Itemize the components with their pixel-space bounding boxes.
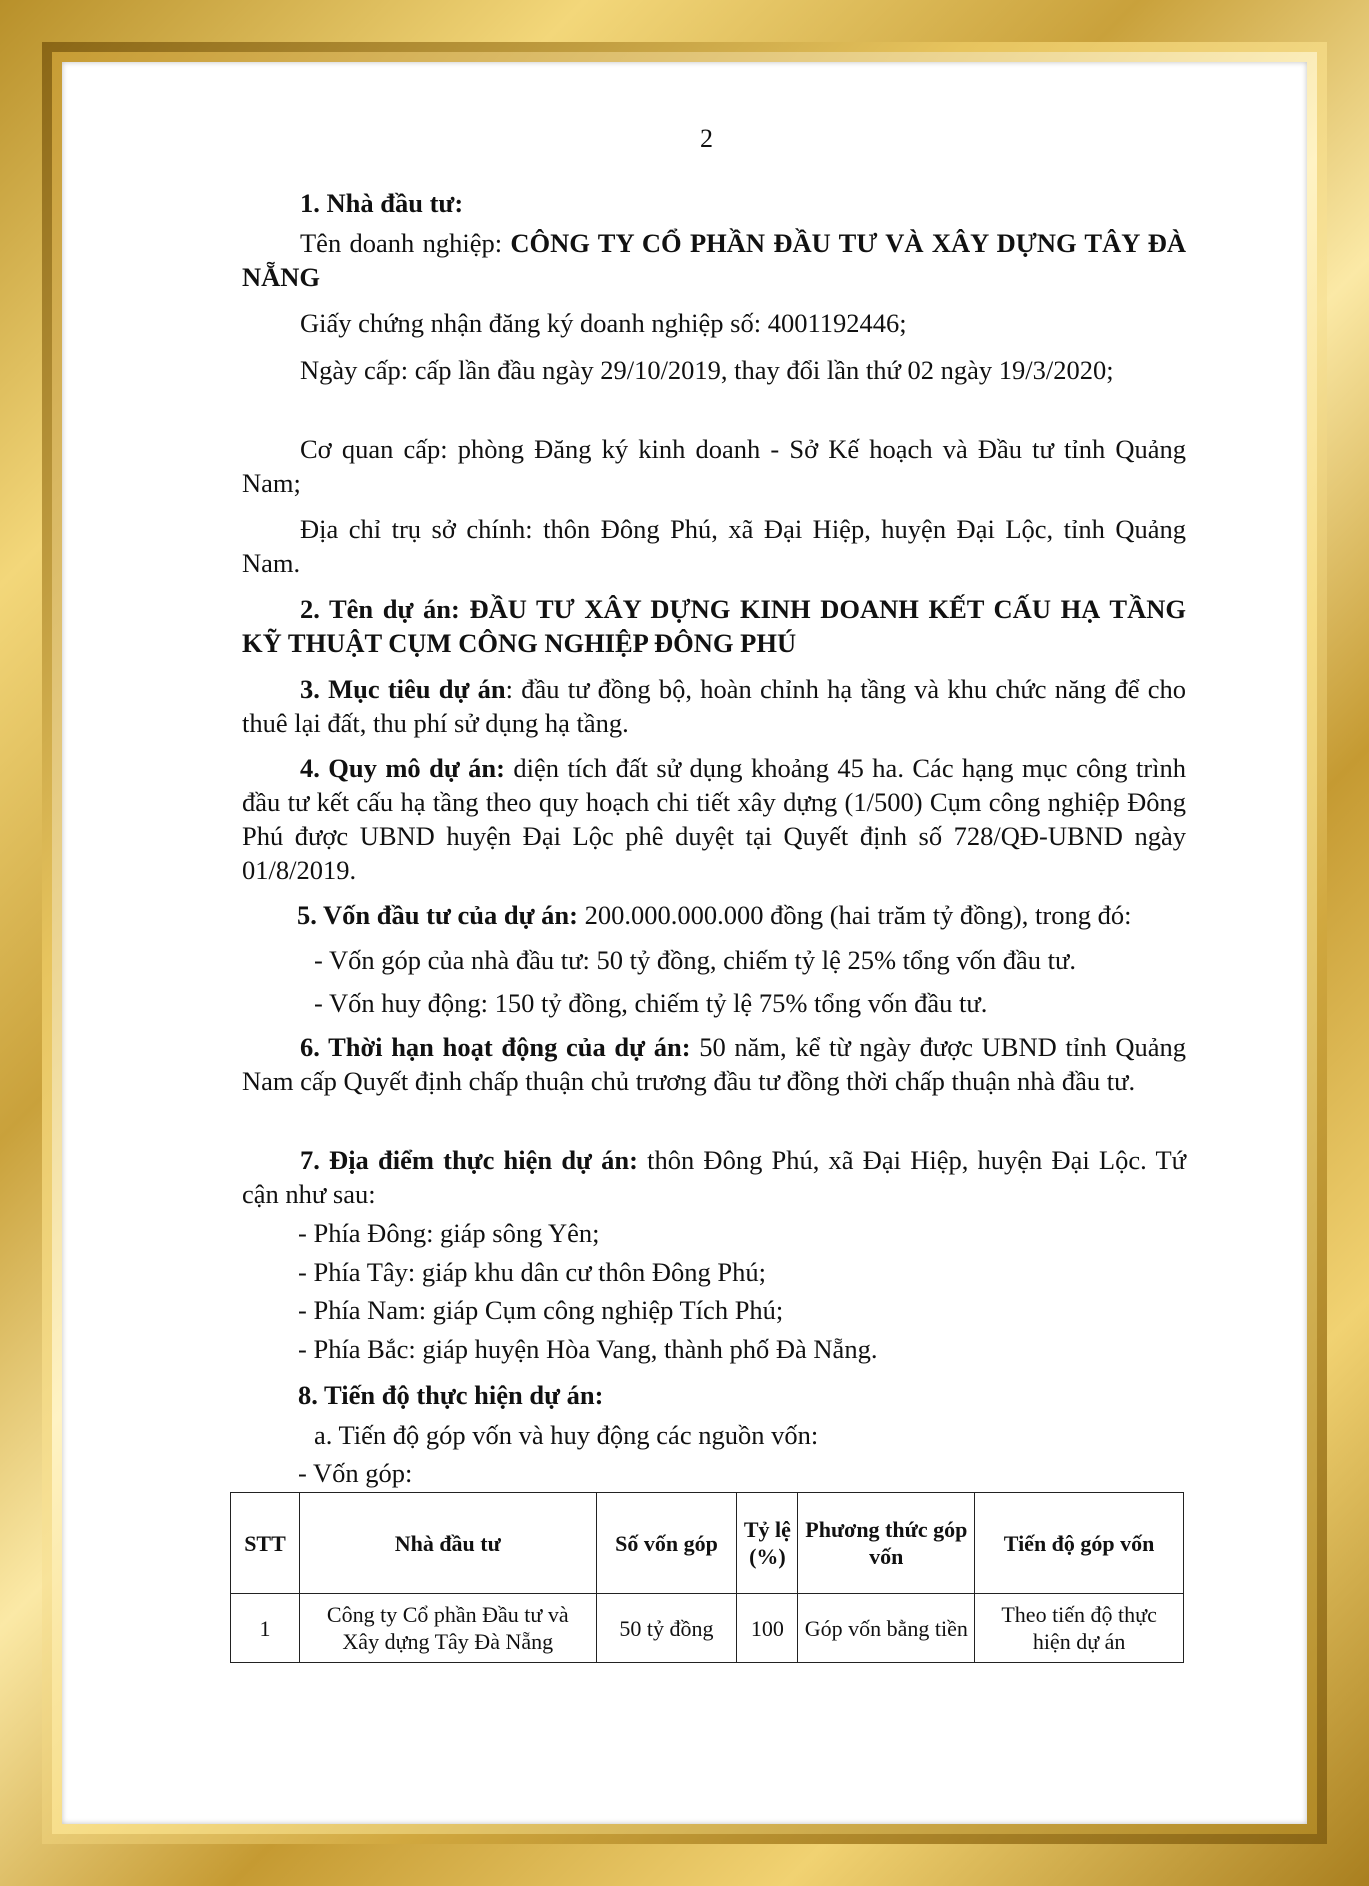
issuing-authority: Cơ quan cấp: phòng Đăng ký kinh doanh - Sở Kế hoạch và Đầu tư tỉnh Quảng Nam; xyxy=(242,434,1186,498)
issue-date: Ngày cấp: cấp lần đầu ngày 29/10/2019, thay đổi lần thứ 02 ngày 19/3/2020; xyxy=(300,355,1114,385)
section-8a-capital-label: - Vốn góp: xyxy=(298,1458,413,1488)
table-row xyxy=(231,1594,1184,1663)
section-1-heading: 1. Nhà đầu tư: xyxy=(300,188,464,218)
boundary-east: - Phía Đông: giáp sông Yên; xyxy=(298,1218,600,1248)
section-4-scale: 4. Quy mô dự án: diện tích đất sử dụng khoảng 45 ha. Các hạng mục công trình đầu tư kết cấu hạ tầng theo quy hoạch chi tiết xây dựng (1/500) Cụm công nghiệp Đông Phú được UBND huyện Đại Lộc phê duyệt tại Quyết định số 728/QĐ-UBND ngày 01/8/2019. xyxy=(242,753,1186,885)
header-capital-amount: Số vốn góp xyxy=(596,1493,737,1594)
header-ratio: Tỷ lệ (%) xyxy=(737,1493,798,1594)
registration-certificate: Giấy chứng nhận đăng ký doanh nghiệp số: 4001192446; xyxy=(300,308,907,338)
section-7-location: 7. Địa điểm thực hiện dự án: thôn Đông Phú, xã Đại Hiệp, huyện Đại Lộc. Tứ cận như sau: xyxy=(242,1145,1186,1209)
section-8-heading: 8. Tiến độ thực hiện dự án: xyxy=(298,1380,604,1410)
cell-ratio: 100 xyxy=(737,1594,798,1663)
mobilized-capital-item: - Vốn huy động: 150 tỷ đồng, chiếm tỷ lệ 75% tổng vốn đầu tư. xyxy=(314,988,988,1018)
header-contribution-method: Phương thức góp vốn xyxy=(798,1493,975,1594)
boundary-south: - Phía Nam: giáp Cụm công nghiệp Tích Phú; xyxy=(298,1295,784,1325)
page-number: 2 xyxy=(700,124,713,153)
capital-contribution-table xyxy=(230,1492,1184,1663)
section-3-objective: 3. Mục tiêu dự án: đầu tư đồng bộ, hoàn chỉnh hạ tầng và khu chức năng để cho thuê lại đất, thu phí sử dụng hạ tầng. xyxy=(242,674,1187,738)
head-office-address: Địa chỉ trụ sở chính: thôn Đông Phú, xã Đại Hiệp, huyện Đại Lộc, tỉnh Quảng Nam. xyxy=(242,514,1186,578)
cell-contribution-method: Góp vốn bằng tiền xyxy=(798,1594,975,1663)
section-8a-subheading: a. Tiến độ góp vốn và huy động các nguồn vốn: xyxy=(314,1420,819,1450)
boundary-west: - Phía Tây: giáp khu dân cư thôn Đông Phú; xyxy=(298,1257,767,1287)
header-stt: STT xyxy=(231,1493,300,1594)
table-header-row xyxy=(231,1493,1184,1594)
cell-capital-amount: 50 tỷ đồng xyxy=(596,1594,737,1663)
cell-investor: Công ty Cổ phần Đầu tư và Xây dựng Tây Đà Nẵng xyxy=(299,1594,596,1663)
company-name-paragraph: Tên doanh nghiệp: CÔNG TY CỔ PHẦN ĐẦU TƯ VÀ XÂY DỰNG TÂY ĐÀ NẴNG xyxy=(242,228,1186,292)
section-5-capital: 5. Vốn đầu tư của dự án: 200.000.000.000 đồng (hai trăm tỷ đồng), trong đó: xyxy=(297,900,1132,930)
cell-contribution-schedule: Theo tiến độ thực hiện dự án xyxy=(975,1594,1184,1663)
boundary-north: - Phía Bắc: giáp huyện Hòa Vang, thành phố Đà Nẵng. xyxy=(298,1334,878,1364)
header-investor: Nhà đầu tư xyxy=(299,1493,596,1594)
section-2-project-name: 2. Tên dự án: ĐẦU TƯ XÂY DỰNG KINH DOANH KẾT CẤU HẠ TẦNG KỸ THUẬT CỤM CÔNG NGHIỆP ĐÔNG PHÚ xyxy=(242,594,1186,658)
cell-stt: 1 xyxy=(231,1594,300,1663)
section-6-duration: 6. Thời hạn hoạt động của dự án: 50 năm, kể từ ngày được UBND tỉnh Quảng Nam cấp Quyết định chấp thuận chủ trương đầu tư đồng thời chấp thuận nhà đầu tư. xyxy=(242,1032,1186,1096)
capital-contribution-item: - Vốn góp của nhà đầu tư: 50 tỷ đồng, chiếm tỷ lệ 25% tổng vốn đầu tư. xyxy=(314,945,1077,975)
header-contribution-schedule: Tiến độ góp vốn xyxy=(975,1493,1184,1594)
